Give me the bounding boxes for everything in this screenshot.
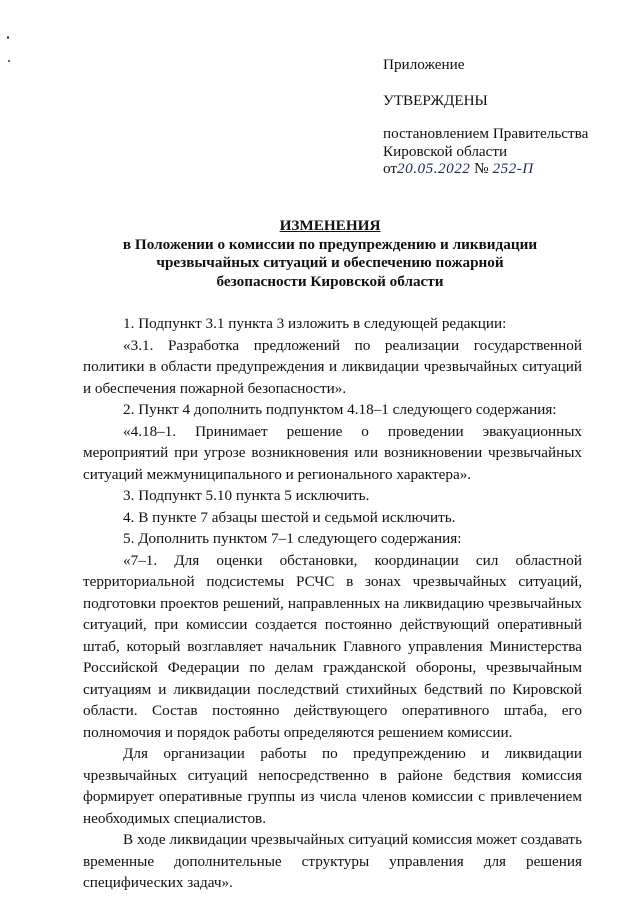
paragraph: 5. Дополнить пунктом 7–1 следующего содержания: [123, 530, 462, 547]
paragraph: 1. Подпункт 3.1 пункта 3 изложить в следующей редакции: [123, 315, 507, 332]
number-prefix: № [474, 160, 489, 177]
approval-stamp-block [383, 54, 623, 178]
title-line-2: чрезвычайных ситуаций и обеспечению пожарной [156, 254, 504, 271]
paragraph: Для организации работы по предупреждению и ликвидации чрезвычайных ситуаций непосредственно в районе бедствия комиссия формирует оперативные группы из числа членов комиссии с привлечением необходимых специалистов. [83, 745, 582, 827]
date-prefix: от [383, 160, 398, 177]
scan-speck [8, 60, 10, 62]
resolution-line-2: Кировской области [383, 142, 508, 160]
paragraph: 2. Пункт 4 дополнить подпунктом 4.18–1 следующего содержания: [123, 401, 557, 418]
scan-speck [7, 36, 9, 39]
resolution-line-1: постановлением Правительства [383, 125, 589, 142]
appendix-label: Приложение [383, 56, 465, 73]
handwritten-date: 20.05.2022 [397, 160, 471, 177]
document-body [83, 313, 582, 894]
handwritten-number: 252-П [492, 160, 534, 177]
title-main: ИЗМЕНЕНИЯ [279, 217, 381, 234]
paragraph: В ходе ликвидации чрезвычайных ситуаций комиссия может создавать временные дополнительные структуры управления для решения специфических задач». [83, 831, 582, 891]
document-title [80, 217, 580, 291]
paragraph: 3. Подпункт 5.10 пункта 5 исключить. [123, 487, 370, 504]
paragraph: 4. В пункте 7 абзацы шестой и седьмой исключить. [123, 508, 456, 526]
resolution-date-number [383, 160, 623, 178]
title-line-3: безопасности Кировской области [216, 272, 444, 290]
paragraph: «4.18–1. Принимает решение о проведении эвакуационных мероприятий при угрозе возникновения или возникновении чрезвычайных ситуаций межмуниципального и регионального характера». [83, 422, 582, 483]
paragraph: «3.1. Разработка предложений по реализации государственной политики в области предупреждения и ликвидации чрезвычайных ситуаций и обеспечения пожарной безопасности». [83, 336, 582, 397]
paragraph: «7–1. Для оценки обстановки, координации сил областной территориальной подсистемы РСЧС в зонах чрезвычайных ситуаций, подготовки проектов решений, направленных на ликвидацию чрезвычайных ситуаций, при комиссии создается постоянно действующий оперативный штаб, который возглавляет начальник Главного управления Министерства Российской Федерации по делам гражданской обороны, чрезвычайным ситуациям и ликвидации последствий стихийных бедствий по Кировской области. Состав постоянно действующего оперативного штаба, его полномочия и порядок работы определяются решением комиссии. [83, 551, 582, 741]
approved-label: УТВЕРЖДЕНЫ [383, 91, 488, 109]
title-line-1: в Положении о комиссии по предупреждению и ликвидации [122, 235, 538, 253]
